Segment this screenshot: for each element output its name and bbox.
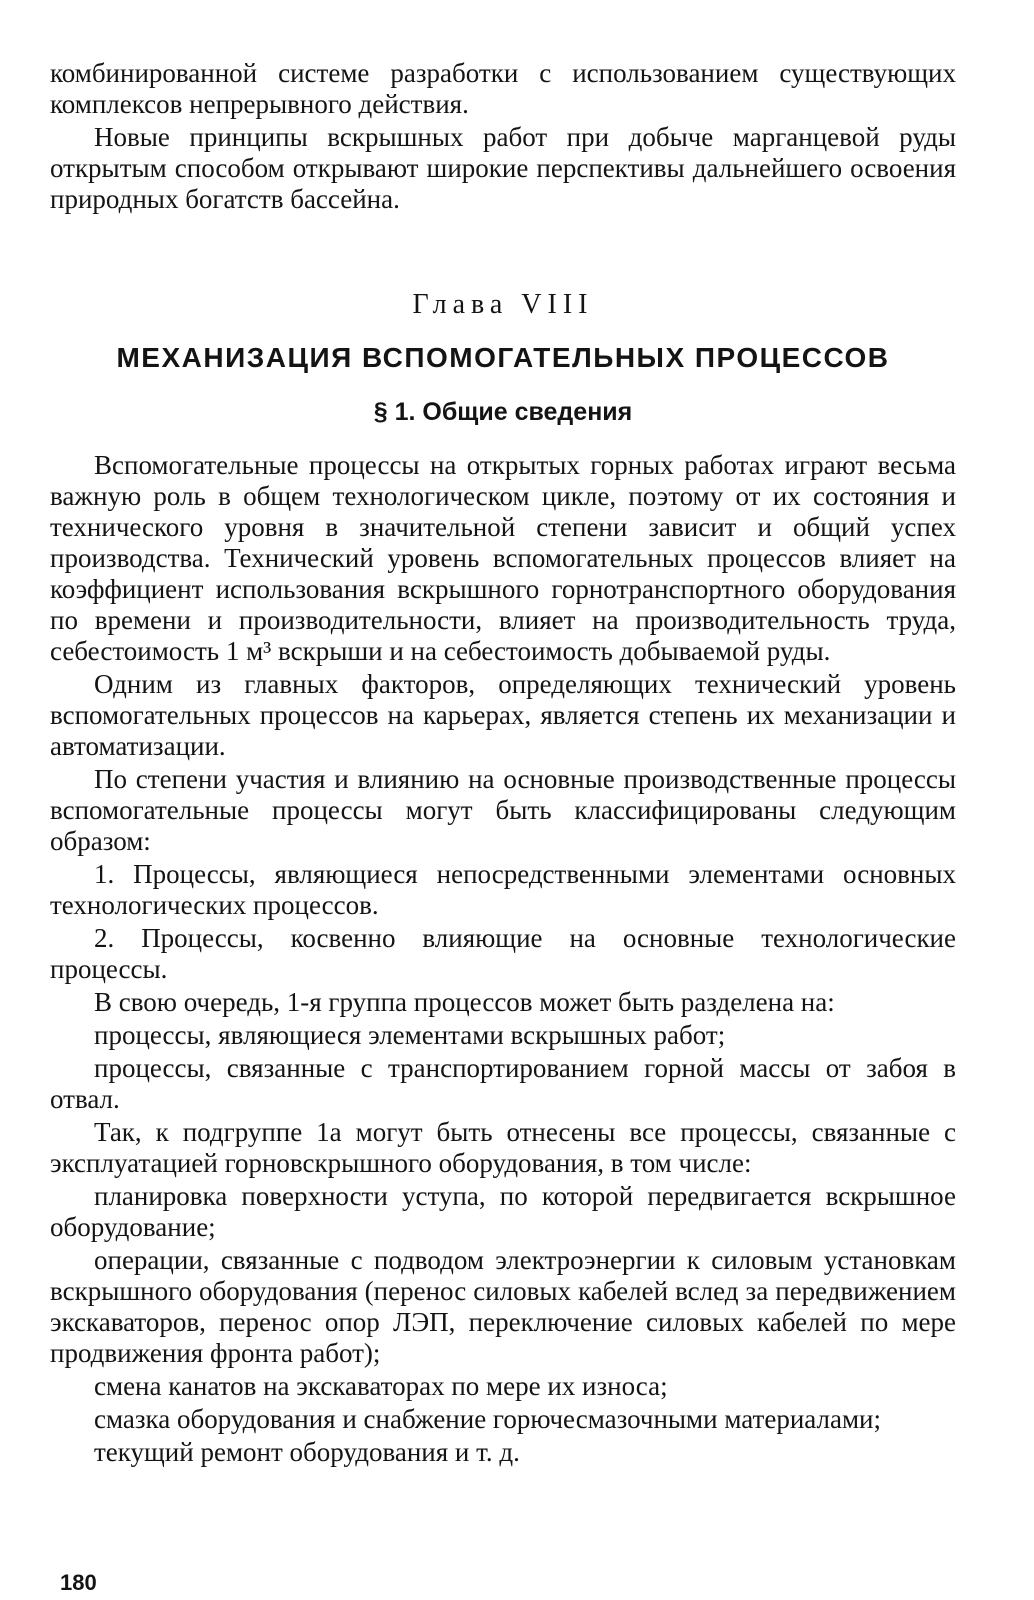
operation-item-3: смена канатов на экскаваторах по мере их износа; bbox=[94, 1371, 668, 1401]
body-paragraph-1: Вспомогательные процессы на открытых горных работах играют весьма важную роль в общем технологическом цикле, поэтому от их состояния и технического уровня в значительной степени зависит и общий успех производства. Технический уровень вспомогательных процессов влияет на коэффициент использования вскрышного горнотранспортного оборудования по времени и производительности, влияет на производительность труда, себестоимость 1 м³ вскрыши и на себестоимость добываемой руды. bbox=[50, 450, 956, 666]
intro-paragraph-2: Новые принципы вскрышных работ при добыче марганцевой руды открытым способом открывают широкие перспективы дальнейшего освоения природных богатств бассейна. bbox=[50, 122, 956, 214]
list-item-2: 2. Процессы, косвенно влияющие на основные технологические процессы. bbox=[50, 923, 956, 984]
chapter-label: Глава VIII bbox=[412, 289, 594, 320]
body-paragraph-5: Так, к подгруппе 1а могут быть отнесены все процессы, связанные с эксплуатацией горновскрышного оборудования, в том числе: bbox=[50, 1117, 956, 1178]
body-paragraph-2: Одним из главных факторов, определяющих технический уровень вспомогательных процессов на карьерах, является степень их механизации и автоматизации. bbox=[50, 669, 956, 761]
operation-item-1: планировка поверхности уступа, по которой передвигается вскрышное оборудование; bbox=[50, 1181, 956, 1242]
operation-item-5: текущий ремонт оборудования и т. д. bbox=[94, 1437, 520, 1467]
chapter-title: МЕХАНИЗАЦИЯ ВСПОМОГАТЕЛЬНЫХ ПРОЦЕССОВ bbox=[116, 342, 890, 373]
sub-item-1: процессы, являющиеся элементами вскрышных работ; bbox=[94, 1020, 726, 1050]
intro-paragraph-1: комбинированной системе разработки с использованием существующих комплексов непрерывного действия. bbox=[50, 58, 956, 119]
body-paragraph-4: В свою очередь, 1-я группа процессов может быть разделена на: bbox=[94, 987, 835, 1017]
operation-item-4: смазка оборудования и снабжение горючесмазочными материалами; bbox=[94, 1404, 881, 1434]
list-item-1: 1. Процессы, являющиеся непосредственными элементами основных технологических процессов. bbox=[50, 859, 956, 920]
sub-item-2: процессы, связанные с транспортированием горной массы от забоя в отвал. bbox=[50, 1053, 956, 1114]
section-heading: § 1. Общие сведения bbox=[373, 398, 633, 426]
operation-item-2: операции, связанные с подводом электроэнергии к силовым установкам вскрышного оборудования (перенос силовых кабелей вслед за передвижением экскаваторов, перенос опор ЛЭП, переключение силовых кабелей по мере продвижения фронта работ); bbox=[50, 1245, 956, 1368]
body-paragraph-3: По степени участия и влиянию на основные производственные процессы вспомогательные процессы могут быть классифицированы следующим образом: bbox=[50, 764, 956, 856]
page-number: 180 bbox=[60, 1570, 97, 1595]
